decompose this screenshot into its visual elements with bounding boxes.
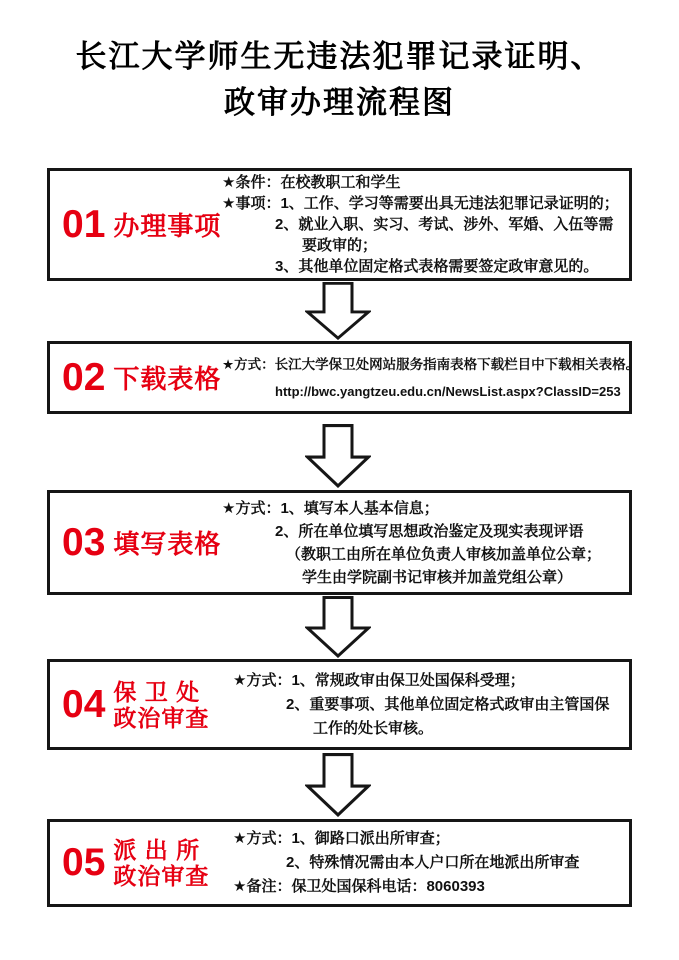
step-line: ★方式：1、常规政审由保卫处国保科受理； [233,671,525,689]
step-line: ★事项：1、工作、学习等需要出具无违法犯罪记录证明的； [222,195,619,212]
step-04-label [62,679,209,731]
step-line: 2、所在单位填写思想政治鉴定及现实表现评语 [275,522,584,540]
step-title: 办理事项 [113,211,222,241]
step-04-content [233,662,625,747]
step-03-content [222,493,625,592]
step-line: 2、就业入职、实习、考试、涉外、军婚、入伍等需 [275,216,614,233]
step-box-03-fill-form [47,490,632,595]
step-box-02-download-form [47,341,640,414]
step-title [113,837,209,889]
down-arrow-icon [305,753,371,817]
step-box-01-handling-matters [47,168,632,281]
step-line: ★备注：保卫处国保科电话：8060393 [233,878,485,895]
step-title [113,679,209,731]
step-line: （教职工由所在单位负责人审核加盖单位公章； [286,545,602,563]
step-05-label [62,837,209,889]
page-title [0,34,679,126]
step-number: 05 [62,841,106,884]
step-title-line-1: 保 卫 处 [113,678,201,705]
step-line: ★方式：1、填写本人基本信息； [222,499,439,517]
step-line: 工作的处长审核。 [313,719,434,737]
step-03-label [62,521,221,565]
step-line: 2、重要事项、其他单位固定格式政审由主管国保 [286,695,610,713]
step-line: 学生由学院副书记审核并加盖党组公章） [302,568,573,586]
step-title-line-2: 政治审查 [113,863,210,889]
step-line: 3、其他单位固定格式表格需要签定政审意见的。 [275,258,599,275]
step-line: 2、特殊情况需由本人户口所在地派出所审查 [286,854,580,871]
down-arrow-icon [305,282,371,340]
step-05-content [233,822,625,904]
step-02-content [222,344,640,411]
step-line: 要政审的； [302,237,378,254]
download-url-text: http://bwc.yangtzeu.edu.cn/NewsList.aspx?ClassID=253 [275,383,621,399]
step-number: 04 [62,682,106,726]
page-title-line-2: 政审办理流程图 [224,85,455,120]
step-number: 01 [62,202,106,246]
step-01-label [62,203,221,247]
step-title-line-1: 派 出 所 [113,837,201,863]
step-01-content [222,171,625,278]
step-number: 02 [62,355,106,399]
step-title-line-2: 政治审查 [113,704,210,731]
down-arrow-icon [305,596,371,658]
page-title-line-1: 长江大学师生无违法犯罪记录证明、 [75,39,604,74]
step-title: 填写表格 [113,529,222,559]
step-line: ★方式：1、御路口派出所审查； [233,830,450,847]
step-number: 03 [62,520,106,564]
step-title: 下载表格 [113,364,222,394]
step-line: ★方式：长江大学保卫处网站服务指南表格下载栏目中下载相关表格。 [222,356,640,372]
step-box-04-security-dept-review [47,659,632,750]
step-02-label [62,356,221,400]
step-line: ★条件：在校教职工和学生 [222,174,401,191]
down-arrow-icon [305,424,371,488]
step-box-05-police-station-review [47,819,632,907]
